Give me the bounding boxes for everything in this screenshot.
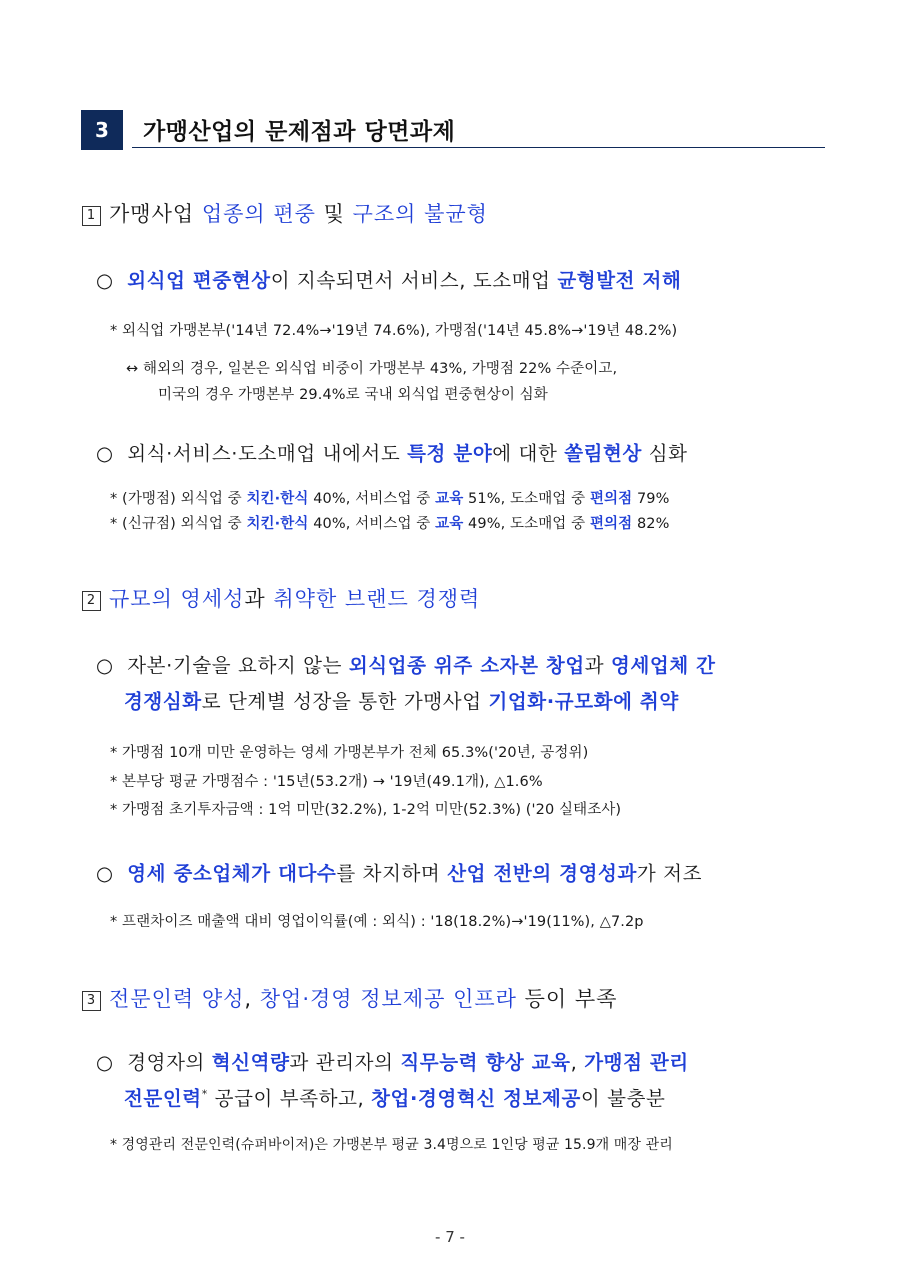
section-underline: [132, 147, 825, 148]
page-number: - 7 -: [435, 1228, 465, 1246]
heading-2: 2 규모의 영세성과 취약한 브랜드 경쟁력: [82, 583, 480, 613]
note-3: * (가맹점) 외식업 중 치킨·한식 40%, 서비스업 중 교육 51%, 도소매업 중 편의점 79%: [110, 491, 670, 507]
bullet-4: ○ 영세 중소업체가 대다수를 차지하며 산업 전반의 경영성과가 저조: [96, 862, 703, 885]
note-1: * 외식업 가맹본부('14년 72.4%→'19년 74.6%), 가맹점('14년 45.8%→'19년 48.2%): [110, 323, 678, 339]
heading-3: 3 전문인력 양성, 창업·경영 정보제공 인프라 등이 부족: [82, 983, 617, 1013]
section-title: 가맹산업의 문제점과 당면과제: [143, 119, 456, 145]
section-number-badge: 3: [81, 110, 123, 150]
note-4: * (신규점) 외식업 중 치킨·한식 40%, 서비스업 중 교육 49%, 도소매업 중 편의점 82%: [110, 516, 670, 532]
note-2-line2: 미국의 경우 가맹본부 29.4%로 국내 외식업 편중현상이 심화: [158, 387, 548, 403]
heading-1: 1 가맹사업 업종의 편중 및 구조의 불균형: [82, 198, 488, 228]
heading-2-number-box: 2: [82, 591, 101, 611]
note-2-line1: ↔ 해외의 경우, 일본은 외식업 비중이 가맹본부 43%, 가맹점 22% 수준이고,: [126, 361, 618, 377]
heading-1-number-box: 1: [82, 206, 101, 226]
bullet-5-line1: ○ 경영자의 혁신역량과 관리자의 직무능력 향상 교육, 가맹점 관리: [96, 1051, 689, 1074]
bullet-5-line2: 전문인력* 공급이 부족하고, 창업·경영혁신 정보제공이 불충분: [124, 1087, 666, 1110]
note-5: * 가맹점 10개 미만 운영하는 영세 가맹본부가 전체 65.3%('20년, 공정위): [110, 745, 589, 761]
bullet-2: ○ 외식·서비스·도소매업 내에서도 특정 분야에 대한 쏠림현상 심화: [96, 442, 688, 465]
note-9: * 경영관리 전문인력(슈퍼바이저)은 가맹본부 평균 3.4명으로 1인당 평균 15.9개 매장 관리: [110, 1137, 673, 1153]
heading-3-number-box: 3: [82, 991, 101, 1011]
bullet-3-line2: 경쟁심화로 단계별 성장을 통한 가맹사업 기업화·규모화에 취약: [124, 690, 679, 713]
note-8: * 프랜차이즈 매출액 대비 영업이익률(예 : 외식) : '18(18.2%)→'19(11%), △7.2p: [110, 914, 644, 930]
bullet-3-line1: ○ 자본·기술을 요하지 않는 외식업종 위주 소자본 창업과 영세업체 간: [96, 654, 716, 677]
note-6: * 본부당 평균 가맹점수 : '15년(53.2개) → '19년(49.1개), △1.6%: [110, 774, 543, 790]
bullet-1: ○ 외식업 편중현상이 지속되면서 서비스, 도소매업 균형발전 저해: [96, 269, 682, 292]
note-7: * 가맹점 초기투자금액 : 1억 미만(32.2%), 1-2억 미만(52.3%) ('20 실태조사): [110, 802, 622, 818]
